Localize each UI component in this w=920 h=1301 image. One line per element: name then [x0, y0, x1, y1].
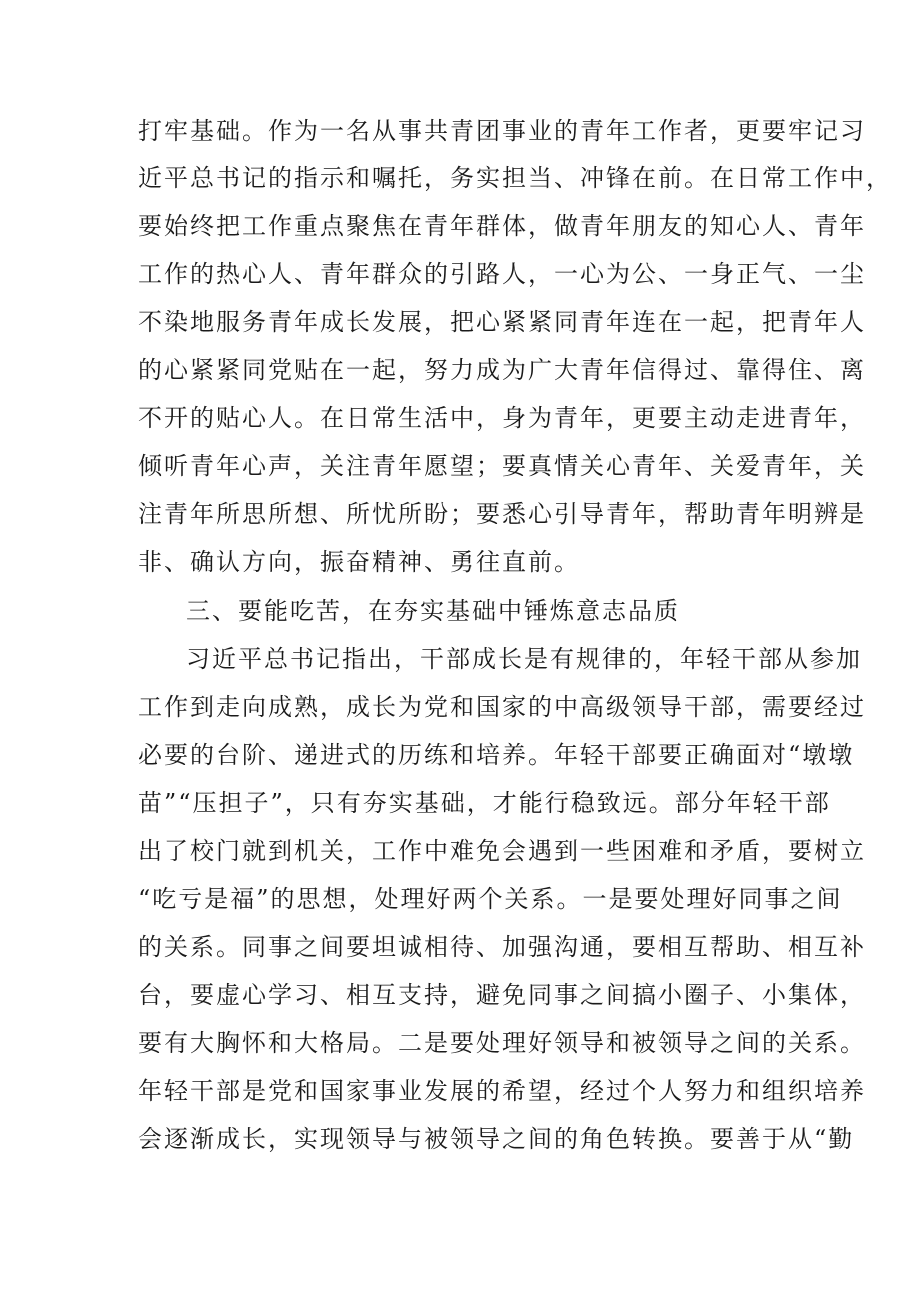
- text-line: 要始终把工作重点聚焦在青年群体，做青年朋友的知心人、青年: [138, 212, 866, 240]
- text-line: 的心紧紧同党贴在一起，努力成为广大青年信得过、靠得住、离: [138, 356, 866, 384]
- text-line: 苗”“压担子”，只有夯实基础，才能行稳致远。部分年轻干部: [138, 789, 831, 817]
- text-line: 习近平总书记指出，干部成长是有规律的，年轻干部从参加: [186, 645, 862, 673]
- text-line: 近平总书记的指示和嘱托，务实担当、冲锋在前。在日常工作中，: [138, 164, 892, 192]
- text-line: 工作的热心人、青年群众的引路人，一心为公、一身正气、一尘: [138, 260, 866, 288]
- text-line: 打牢基础。作为一名从事共青团事业的青年工作者，更要牢记习: [138, 117, 866, 145]
- text-line: 年轻干部是党和国家事业发展的希望，经过个人努力和组织培养: [138, 1077, 866, 1105]
- text-line: 非、确认方向，振奋精神、勇往直前。: [138, 548, 580, 576]
- text-line: 不开的贴心人。在日常生活中，身为青年，更要主动走进青年，: [138, 404, 866, 432]
- text-line: 会逐渐成长，实现领导与被领导之间的角色转换。要善于从“勤: [138, 1125, 855, 1153]
- text-line: 注青年所思所想、所忧所盼；要悉心引导青年，帮助青年明辨是: [138, 500, 866, 528]
- text-line: 要有大胸怀和大格局。二是要处理好领导和被领导之间的关系。: [138, 1029, 866, 1057]
- text-line: 工作到走向成熟，成长为党和国家的中高级领导干部，需要经过: [138, 693, 866, 721]
- text-line: 倾听青年心声，关注青年愿望；要真情关心青年、关爱青年，关: [138, 452, 866, 480]
- text-line: “吃亏是福”的思想，处理好两个关系。一是要处理好同事之间: [138, 885, 843, 913]
- text-line: 出了校门就到机关，工作中难免会遇到一些困难和矛盾，要树立: [138, 837, 866, 865]
- section-heading-3: 三、要能吃苦，在夯实基础中锤炼意志品质: [186, 597, 680, 625]
- text-line: 必要的台阶、递进式的历练和培养。年轻干部要正确面对“墩墩: [138, 741, 855, 769]
- text-line: 台，要虚心学习、相互支持，避免同事之间搞小圈子、小集体，: [138, 981, 866, 1009]
- text-line: 不染地服务青年成长发展，把心紧紧同青年连在一起，把青年人: [138, 308, 866, 336]
- text-line: 的关系。同事之间要坦诚相待、加强沟通，要相互帮助、相互补: [138, 933, 866, 961]
